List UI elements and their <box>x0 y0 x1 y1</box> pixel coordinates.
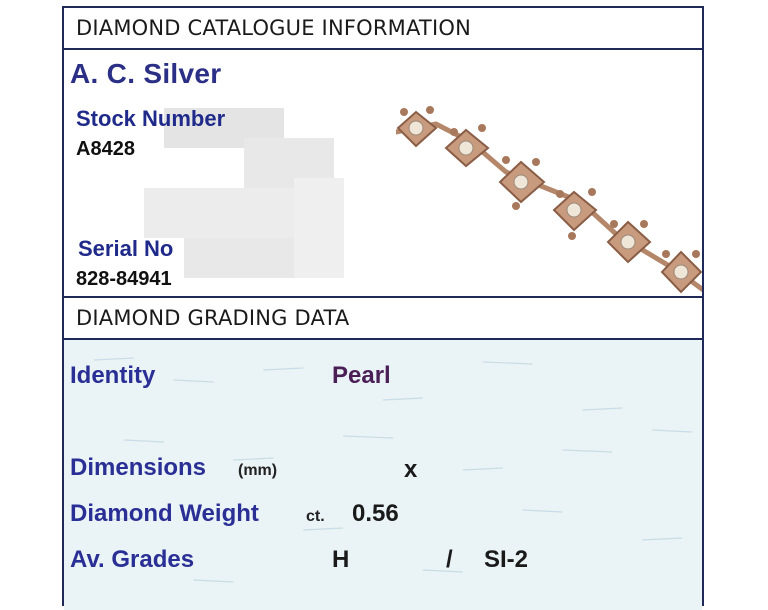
dimensions-value: x <box>404 456 418 483</box>
average-grades-label: Av. Grades <box>70 546 195 573</box>
dimensions-unit: (mm) <box>238 462 278 479</box>
grade-clarity-value: SI-2 <box>484 546 529 573</box>
identity-value: Pearl <box>332 362 391 389</box>
grading-header: DIAMOND GRADING DATA <box>64 296 702 340</box>
dimensions-label: Dimensions <box>70 454 207 481</box>
diamond-catalogue-card <box>62 6 704 606</box>
weight-unit: ct. <box>306 508 325 525</box>
stock-number-label: Stock Number <box>76 106 226 131</box>
grade-colour-value: H <box>332 546 350 573</box>
diamond-weight-value: 0.56 <box>352 500 399 527</box>
diamond-weight-label: Diamond Weight <box>70 500 259 527</box>
bracelet-photo <box>396 102 702 296</box>
grade-separator: / <box>446 546 453 573</box>
company-name: A. C. Silver <box>70 58 222 89</box>
grading-data-section <box>64 340 702 610</box>
identity-label: Identity <box>70 362 156 389</box>
catalogue-info-section <box>64 50 702 296</box>
stock-number-value: A8428 <box>76 138 135 160</box>
serial-number-label: Serial No <box>78 236 174 261</box>
serial-number-value: 828-84941 <box>76 268 172 290</box>
catalogue-header: DIAMOND CATALOGUE INFORMATION <box>64 8 702 50</box>
